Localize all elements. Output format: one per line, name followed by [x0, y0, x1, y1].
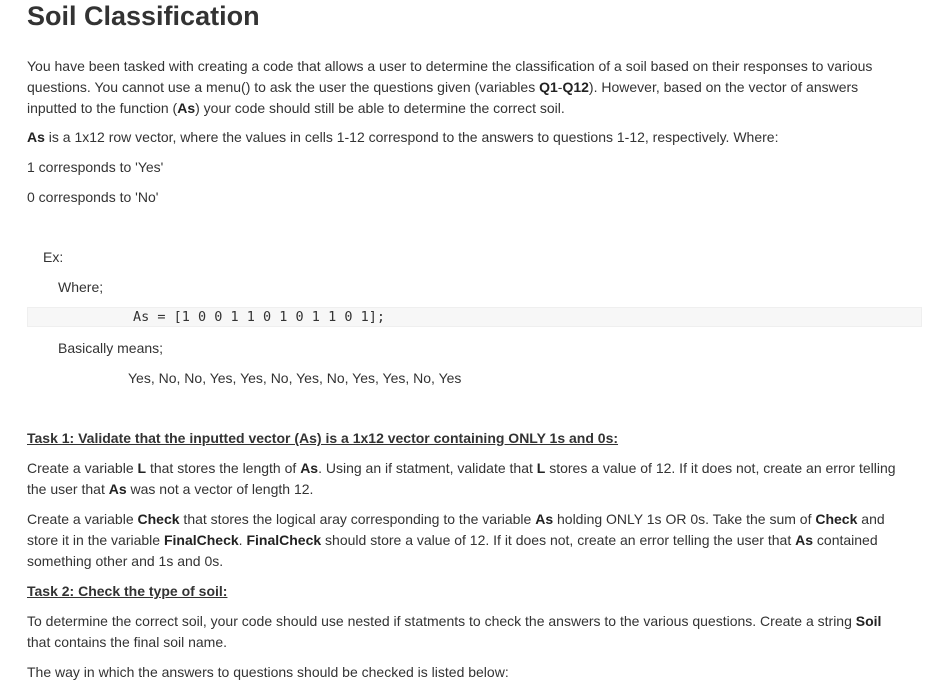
where-label: Where;	[58, 279, 104, 295]
task1-text: holding ONLY 1s OR 0s. Take the sum of	[553, 511, 816, 527]
intro-text: You have been tasked with creating a code that allows a user to determine the classification of a soil based on their responses to various questions. You cannot use a menu() to ask the user the questions given (variables	[27, 58, 873, 95]
as-description	[27, 127, 897, 148]
task1-text: was not a vector of length 12.	[126, 481, 314, 497]
var-finalcheck: FinalCheck	[163, 532, 239, 548]
intro-paragraph	[27, 56, 897, 119]
task1-heading: Task 1: Validate that the inputted vector (As) is a 1x12 vector containing ONLY 1s and 0s:	[27, 430, 619, 446]
task1-text: Create a variable	[27, 511, 138, 527]
var-q1: Q1	[539, 79, 558, 95]
code-line: As = [1 0 0 1 1 0 1 0 1 1 0 1];	[133, 309, 385, 325]
means-values: Yes, No, No, Yes, Yes, No, Yes, No, Yes, Yes, No, Yes	[128, 370, 462, 386]
var-l: L	[536, 460, 546, 476]
task1-text: and store it in the variable	[27, 511, 885, 548]
intro-text: ) your code should still be able to determine the correct soil.	[195, 100, 565, 116]
task1-text: .	[238, 532, 247, 548]
task1-text: . Using an if statment, validate that	[318, 460, 537, 476]
task2-soil-paragraph	[27, 611, 897, 653]
var-check: Check	[137, 511, 180, 527]
code-block	[27, 307, 922, 327]
task2-list-intro: The way in which the answers to questions should be checked is listed below:	[27, 664, 509, 680]
var-as: As	[795, 532, 814, 548]
var-check: Check	[815, 511, 858, 527]
task2-text: that contains the final soil name.	[27, 634, 228, 650]
task2-text: To determine the correct soil, your code should use nested if statments to check the answers to the various questions. Create a string	[27, 613, 856, 629]
var-soil: Soil	[855, 613, 882, 629]
task1-length-paragraph	[27, 458, 897, 500]
task1-text: contained something other and 1s and 0s.	[27, 532, 878, 569]
var-as: As	[27, 129, 45, 145]
task1-check-paragraph	[27, 509, 897, 572]
var-as: As	[108, 481, 127, 497]
task1-text: Create a variable	[27, 460, 138, 476]
task1-text: that stores the length of	[146, 460, 301, 476]
as-description-text: is a 1x12 row vector, where the values in cells 1-12 correspond to the answers to questions 1-12, respectively. Where:	[44, 129, 779, 145]
means-label: Basically means;	[58, 340, 164, 356]
no-mapping: 0 corresponds to 'No'	[27, 189, 159, 205]
task2-heading: Task 2: Check the type of soil:	[27, 583, 228, 599]
task1-text: that stores the logical aray corresponding to the variable	[179, 511, 536, 527]
var-as: As	[535, 511, 554, 527]
intro-text: ). However, based on the vector of answers inputted to the function (	[27, 79, 859, 116]
var-finalcheck: FinalCheck	[246, 532, 322, 548]
example-label: Ex:	[43, 249, 64, 265]
page-title: Soil Classification	[27, 1, 260, 31]
task1-text: stores a value of 12. If it does not, create an error telling the user that	[27, 460, 896, 497]
yes-mapping: 1 corresponds to 'Yes'	[27, 159, 164, 175]
intro-dash: -	[557, 79, 563, 95]
var-q12: Q12	[562, 79, 589, 95]
var-l: L	[137, 460, 147, 476]
var-as: As	[177, 100, 196, 116]
var-as: As	[300, 460, 319, 476]
task1-text: should store a value of 12. If it does not, create an error telling the user that	[321, 532, 796, 548]
